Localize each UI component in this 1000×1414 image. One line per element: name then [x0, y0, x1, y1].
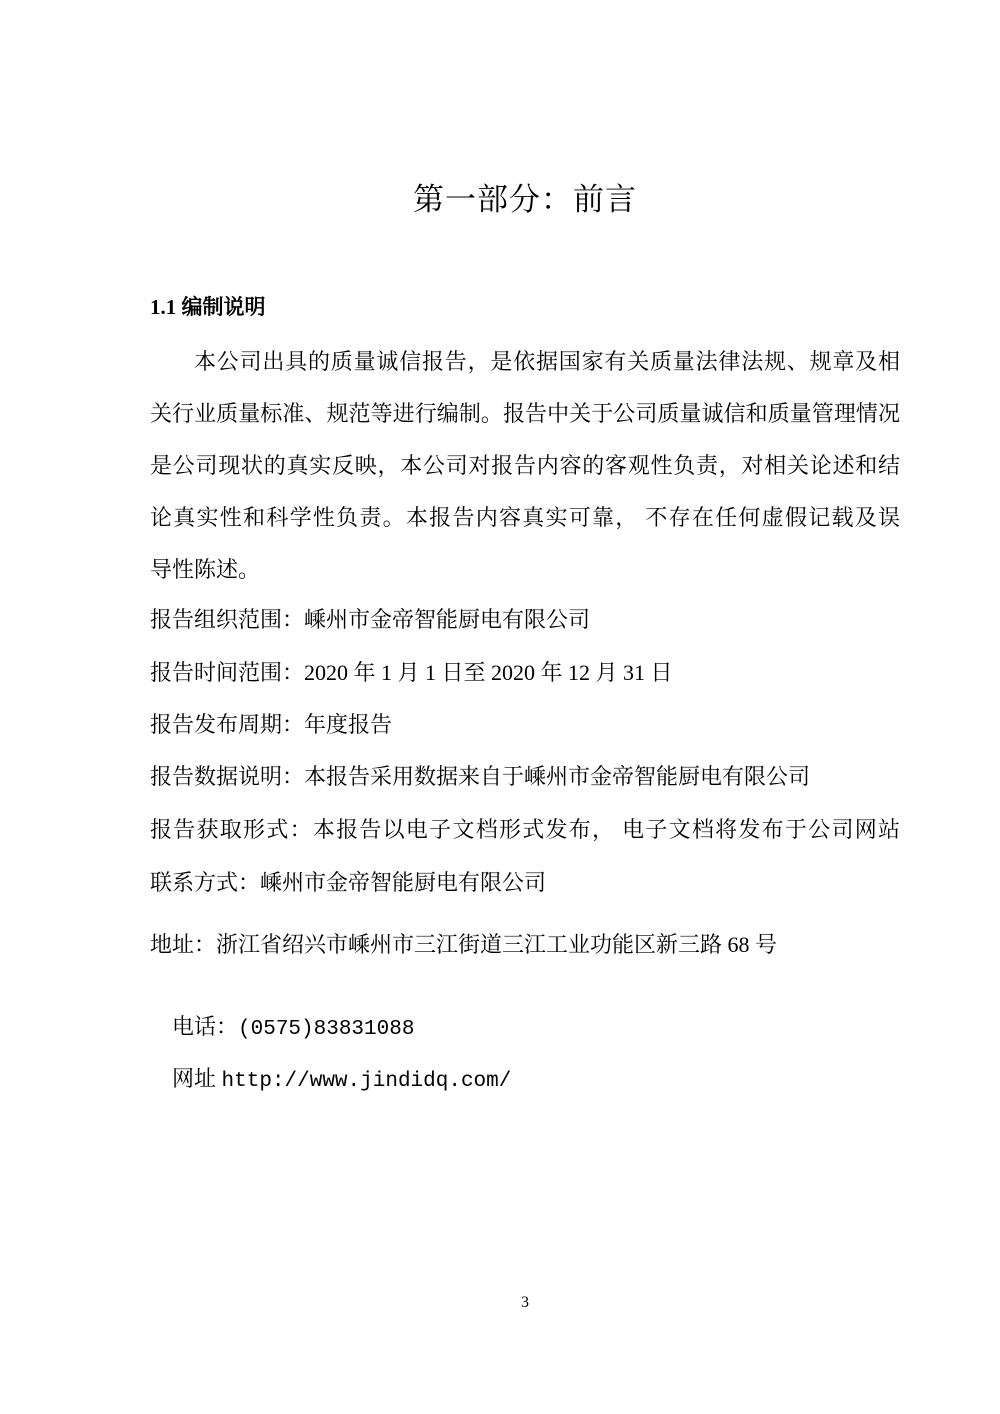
website-url: http://www.jindidq.com/: [221, 1070, 512, 1093]
website-label: 网址: [172, 1066, 222, 1091]
website-line: [150, 1034, 900, 1127]
contact-method-line: 联系方式：嵊州市金帝智能厨电有限公司: [150, 870, 547, 895]
paragraph-line: 本公司出具的质量诚信报告，是依据国家有关质量法律法规、规章及相: [194, 349, 900, 374]
section-heading: 1.1 编制说明: [150, 295, 266, 319]
report-access-line: 报告获取形式：本报告以电子文档形式发布， 电子文档将发布于公司网站: [150, 817, 900, 842]
report-period-line: 报告时间范围：2020 年 1 月 1 日至 2020 年 12 月 31 日: [150, 660, 673, 685]
paragraph-line: 导性陈述。: [150, 557, 261, 582]
paragraph-line: 关行业质量标准、规范等进行编制。报告中关于公司质量诚信和质量管理情况: [150, 401, 900, 426]
phone-label: 电话：: [172, 1014, 239, 1039]
paragraph-line: 论真实性和科学性负责。本报告内容真实可靠， 不存在任何虚假记载及误: [150, 505, 900, 530]
page-number: 3: [521, 1294, 529, 1311]
report-scope-line: 报告组织范围：嵊州市金帝智能厨电有限公司: [150, 607, 591, 632]
report-cycle-line: 报告发布周期：年度报告: [150, 712, 393, 737]
paragraph-line: 是公司现状的真实反映，本公司对报告内容的客观性负责，对相关论述和结: [150, 453, 900, 478]
address-line: 地址：浙江省绍兴市嵊州市三江街道三江工业功能区新三路 68 号: [150, 932, 778, 957]
phone-value: (0575)83831088: [238, 1018, 415, 1041]
document-title: 第一部分：前言: [413, 182, 637, 217]
report-data-line: 报告数据说明：本报告采用数据来自于嵊州市金帝智能厨电有限公司: [150, 764, 811, 789]
